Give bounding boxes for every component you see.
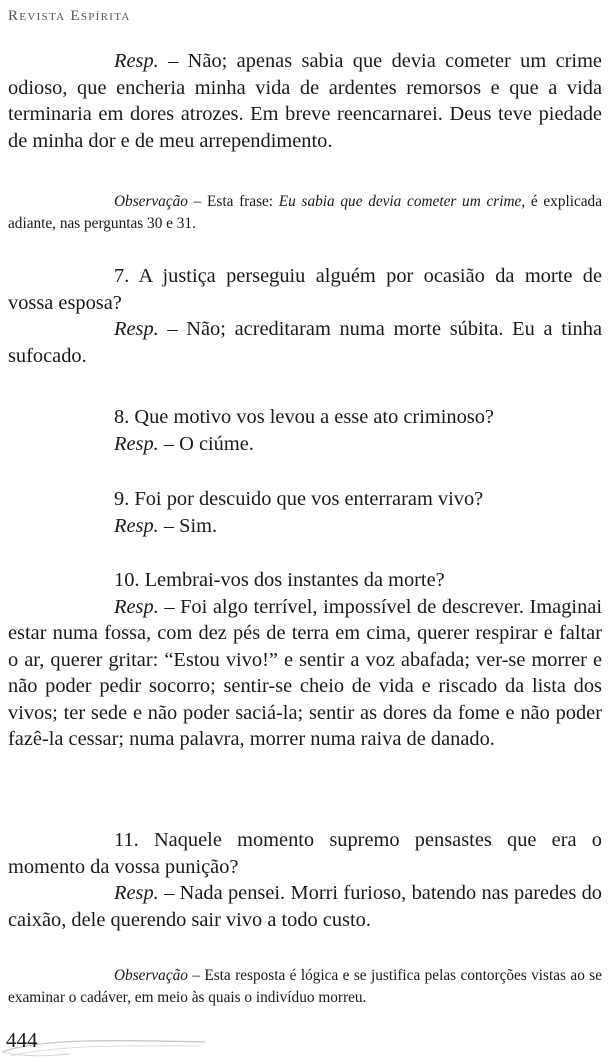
answer-text: – Sim.: [158, 514, 218, 537]
resp-label: Resp.: [114, 882, 159, 904]
question-9: 9. Foi por descuido que vos enterraram vivo?: [114, 488, 484, 510]
answer-text: – Foi algo terrível, impossível de descrever. Imaginai estar numa fossa, com dez pés de terra em cima, querer respirar e faltar o ar, querer gritar: “Estou vivo!” e sentir a voz abafada; ver-se morrer e não poder pedir socorro; sentir-se cheio de vida e riscado da lista dos vivos; ter sede e não poder saciá-la; sentir as dores da fome e não poder fazê-la cessar; numa palavra, morrer numa raiva de danado.: [8, 595, 602, 750]
note-text-part1: – Esta frase:: [187, 193, 279, 210]
answer-11: [8, 880, 602, 933]
note-text: – Esta resposta é lógica e se justifica pelas contorções vistas ao se examinar o cadáver, em meio às quais o indivíduo morreu.: [8, 967, 602, 1006]
question-11: 11. Naquele momento supremo pensastes que era o momento da vossa punição?: [8, 829, 602, 878]
note-label: Observação: [114, 967, 188, 984]
page-number: 444: [6, 1028, 38, 1052]
answer-8: [8, 431, 602, 458]
question-8: 8. Que motivo vos levou a esse ato criminoso?: [114, 406, 494, 428]
answer-block-1: [8, 48, 602, 154]
answer-text: – Nada pensei. Morri furioso, batendo nas paredes do caixão, dele querendo sair vivo a todo custo.: [8, 882, 602, 931]
answer-7: [8, 316, 602, 369]
note-quote: Eu sabia que devia cometer um crime: [278, 193, 522, 210]
question-11-block: [8, 827, 602, 933]
note-paragraph: [8, 965, 602, 1008]
question-7: 7. A justiça perseguiu alguém por ocasião da morte de vossa esposa?: [8, 265, 602, 314]
resp-label: Resp.: [114, 595, 159, 618]
answer-9: [8, 513, 602, 540]
answer-text: – Não; apenas sabia que devia cometer um crime odioso, que encheria minha vida de ardentes remorsos e que a vida terminaria em dores atrozes. Em breve reencarnarei. Deus teve piedade de minha dor e de meu arrependimento.: [8, 50, 602, 152]
resp-label: Resp.: [114, 50, 159, 72]
note-text-part2: , é explicada adiante, nas perguntas 30 e 31.: [8, 193, 602, 232]
question-10-block: [8, 567, 602, 753]
observation-note-2: [8, 965, 602, 1008]
resp-label: Resp.: [114, 514, 159, 537]
answer-10: [8, 594, 602, 753]
question-10: 10. Lembrai-vos dos instantes da morte?: [114, 569, 445, 591]
resp-label: Resp.: [114, 318, 159, 340]
question-7-block: [8, 263, 602, 369]
answer-paragraph: [8, 48, 602, 154]
note-label: Observação: [114, 193, 188, 210]
running-header: Revista Espírita: [8, 8, 131, 24]
note-paragraph: [8, 191, 602, 234]
question-9-block: [8, 486, 602, 539]
observation-note-1: [8, 191, 602, 234]
question-8-block: [8, 404, 602, 457]
resp-label: Resp.: [114, 432, 159, 455]
answer-text: – O ciúme.: [158, 432, 254, 455]
answer-text: – Não; acreditaram numa morte súbita. Eu a tinha sufocado.: [8, 318, 602, 367]
